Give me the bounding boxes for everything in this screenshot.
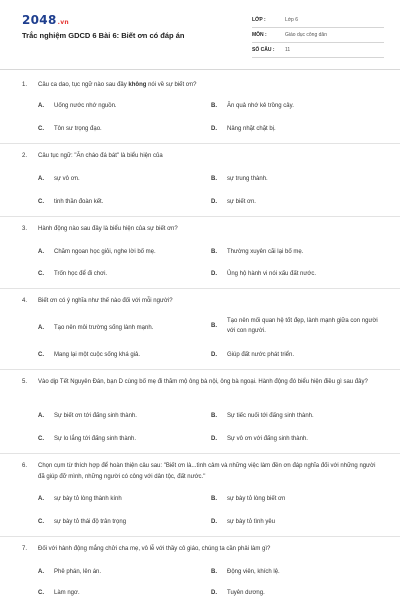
question-separator [0,536,400,537]
question-text: Chọn cụm từ thích hợp để hoàn thiện câu sau: "Biết ơn là...tình cảm và những việc làm đền ơn đáp nghĩa đối với những người đã giúp đỡ mình, những người có công với dân tộc, đất nước." [38,463,376,480]
page-header [0,0,400,66]
question-text: Đối với hành động mắng chửi cha mẹ, vô lễ với thầy cô giáo, chúng ta cần phải làm gì? [38,546,271,552]
option-text: Uống nước nhớ nguồn. [54,103,117,109]
option-text: Tôn sư trọng đạo. [54,126,102,132]
question-number: 2. [22,153,28,159]
option-text: Mang lại một cuộc sống khá giả. [54,352,141,358]
option-text: Sự vô ơn với đấng sinh thành. [227,436,308,442]
quiz-meta-table [252,13,384,58]
option-c[interactable] [38,588,203,598]
logo-main: 2048 [22,13,57,27]
option-c[interactable] [38,269,203,279]
option-a[interactable] [38,567,203,577]
option-key: A. [38,325,44,331]
option-a[interactable] [38,101,203,111]
option-key: A. [38,496,44,502]
question-separator [0,288,400,289]
option-d[interactable] [211,434,383,444]
question-number: 6. [22,463,28,469]
question-separator [0,453,400,454]
option-key: A. [38,569,44,575]
option-c[interactable] [38,124,203,134]
option-d[interactable] [211,517,383,527]
option-text: sự bày tỏ tình yêu [227,519,276,525]
option-key: A. [38,249,44,255]
meta-label: LỚP : [252,17,266,23]
option-key: C. [38,271,44,277]
option-text: Làm ngơ. [54,590,80,596]
meta-value: Lớp 6 [285,17,299,23]
option-text: Chăm ngoan học giỏi, nghe lời bố mẹ. [54,249,156,255]
option-key: C. [38,590,44,596]
option-text: Tuyên dương. [227,590,265,596]
question-text: Câu tục ngữ: "Ăn cháo đá bát" là biểu hiện của [38,153,163,159]
logo-suffix: .vn [57,19,69,26]
option-text: Thường xuyên cãi lại bố mẹ. [227,249,304,255]
option-key: D. [211,352,217,358]
meta-label: SỐ CÂU : [252,47,275,53]
option-text: Tạo nên mối quan hệ tốt đẹp, lành mạnh giữa con người với con người. [227,318,378,334]
option-a[interactable] [38,411,203,421]
option-d[interactable] [211,350,383,360]
option-c[interactable] [38,517,203,527]
option-key: B. [211,496,217,502]
option-key: C. [38,352,44,358]
option-text: sự vô ơn. [54,176,80,182]
question-number: 5. [22,379,28,385]
option-key: D. [211,590,217,596]
option-key: A. [38,103,44,109]
option-key: B. [211,249,217,255]
option-key: C. [38,436,44,442]
option-text: Nâng nhặt chặt bị. [227,126,276,132]
option-text: Trốn học để đi chơi. [54,271,108,277]
option-key: D. [211,519,217,525]
option-c[interactable] [38,434,203,444]
option-text: sự bày tỏ lòng biết ơn [227,496,286,502]
question-stem [22,544,382,555]
question-stem [22,80,382,91]
option-key: C. [38,519,44,525]
question-number: 4. [22,298,28,304]
question-text-part: nói về sự biết ơn? [146,82,197,88]
question-stem [22,296,382,307]
meta-row-count [252,43,384,58]
question-stem [22,151,382,162]
question-text-part: Câu ca dao, tục ngữ nào sau đây [38,82,129,88]
option-text: Ủng hộ hành vi nói xấu đất nước. [227,271,317,277]
option-key: D. [211,436,217,442]
question-number: 3. [22,226,28,232]
meta-value: 11 [285,47,291,53]
option-b[interactable] [211,247,383,257]
option-text: Sự biết ơn tới đấng sinh thành. [54,413,137,419]
option-text: Ăn quả nhớ kẻ trồng cây. [227,103,294,109]
option-text: Tạo nên môi trường sống lành mạnh. [54,325,154,331]
option-key: C. [38,199,44,205]
option-key: A. [38,176,44,182]
page-title: Trắc nghiệm GDCD 6 Bài 6: Biết ơn có đáp án [22,31,185,40]
question-number: 7. [22,546,28,552]
question-stem [22,377,382,388]
header-divider [0,69,400,70]
option-b[interactable] [211,174,383,184]
option-d[interactable] [211,269,383,279]
option-text: sự bày tỏ thái độ trân trọng [54,519,127,525]
option-key: B. [211,103,217,109]
question-text: Biết ơn có ý nghĩa như thế nào đối với mỗi người? [38,298,173,304]
option-c[interactable] [38,350,203,360]
option-text: Giúp đất nước phát triển. [227,352,294,358]
meta-row-class [252,13,384,28]
option-key: B. [211,413,217,419]
option-key: A. [38,413,44,419]
option-text: Động viên, khích lệ. [227,569,280,575]
option-text: Sự lo lắng tới đấng sinh thành. [54,436,137,442]
question-text: Vào dịp Tết Nguyên Đán, bạn D cùng bố mẹ đi thăm mộ ông bà nội, ông bà ngoại. Hành động đó biểu hiện điều gì sau đây? [38,379,368,385]
question-stem [22,461,382,483]
option-text: sự biết ơn. [227,199,256,205]
option-b[interactable] [211,567,383,577]
option-d[interactable] [211,124,383,134]
site-logo[interactable] [22,13,69,27]
question-text: Hành động nào sau đây là biểu hiện của sự biết ơn? [38,226,178,232]
option-b[interactable] [211,101,383,111]
option-a[interactable] [38,247,203,257]
option-a[interactable] [38,174,203,184]
question-separator [0,216,400,217]
question-separator [0,369,400,370]
question-separator [0,143,400,144]
option-key: D. [211,126,217,132]
option-key: D. [211,271,217,277]
option-b[interactable] [211,494,383,504]
question-emphasis: không [128,82,147,88]
option-text: sự trung thành. [227,176,268,182]
meta-value: Giáo dục công dân [285,32,327,38]
option-text: Phê phán, lên án. [54,569,102,575]
option-key: B. [211,569,217,575]
option-b[interactable] [211,316,383,336]
option-key: B. [211,323,217,329]
question-stem [22,224,382,235]
option-text: sự bày tỏ lòng thành kính [54,496,122,502]
option-a[interactable] [38,494,203,504]
option-a[interactable] [38,323,203,333]
option-b[interactable] [211,411,383,421]
option-key: B. [211,176,217,182]
question-text [38,80,382,91]
option-d[interactable] [211,197,383,207]
meta-row-subject [252,28,384,43]
option-text: tinh thần đoàn kết. [54,199,104,205]
option-d[interactable] [211,588,383,598]
option-key: C. [38,126,44,132]
option-key: D. [211,199,217,205]
option-text: Sự tiếc nuối tới đấng sinh thành. [227,413,314,419]
question-number: 1. [22,82,28,88]
meta-label: MÔN : [252,32,267,38]
option-c[interactable] [38,197,203,207]
